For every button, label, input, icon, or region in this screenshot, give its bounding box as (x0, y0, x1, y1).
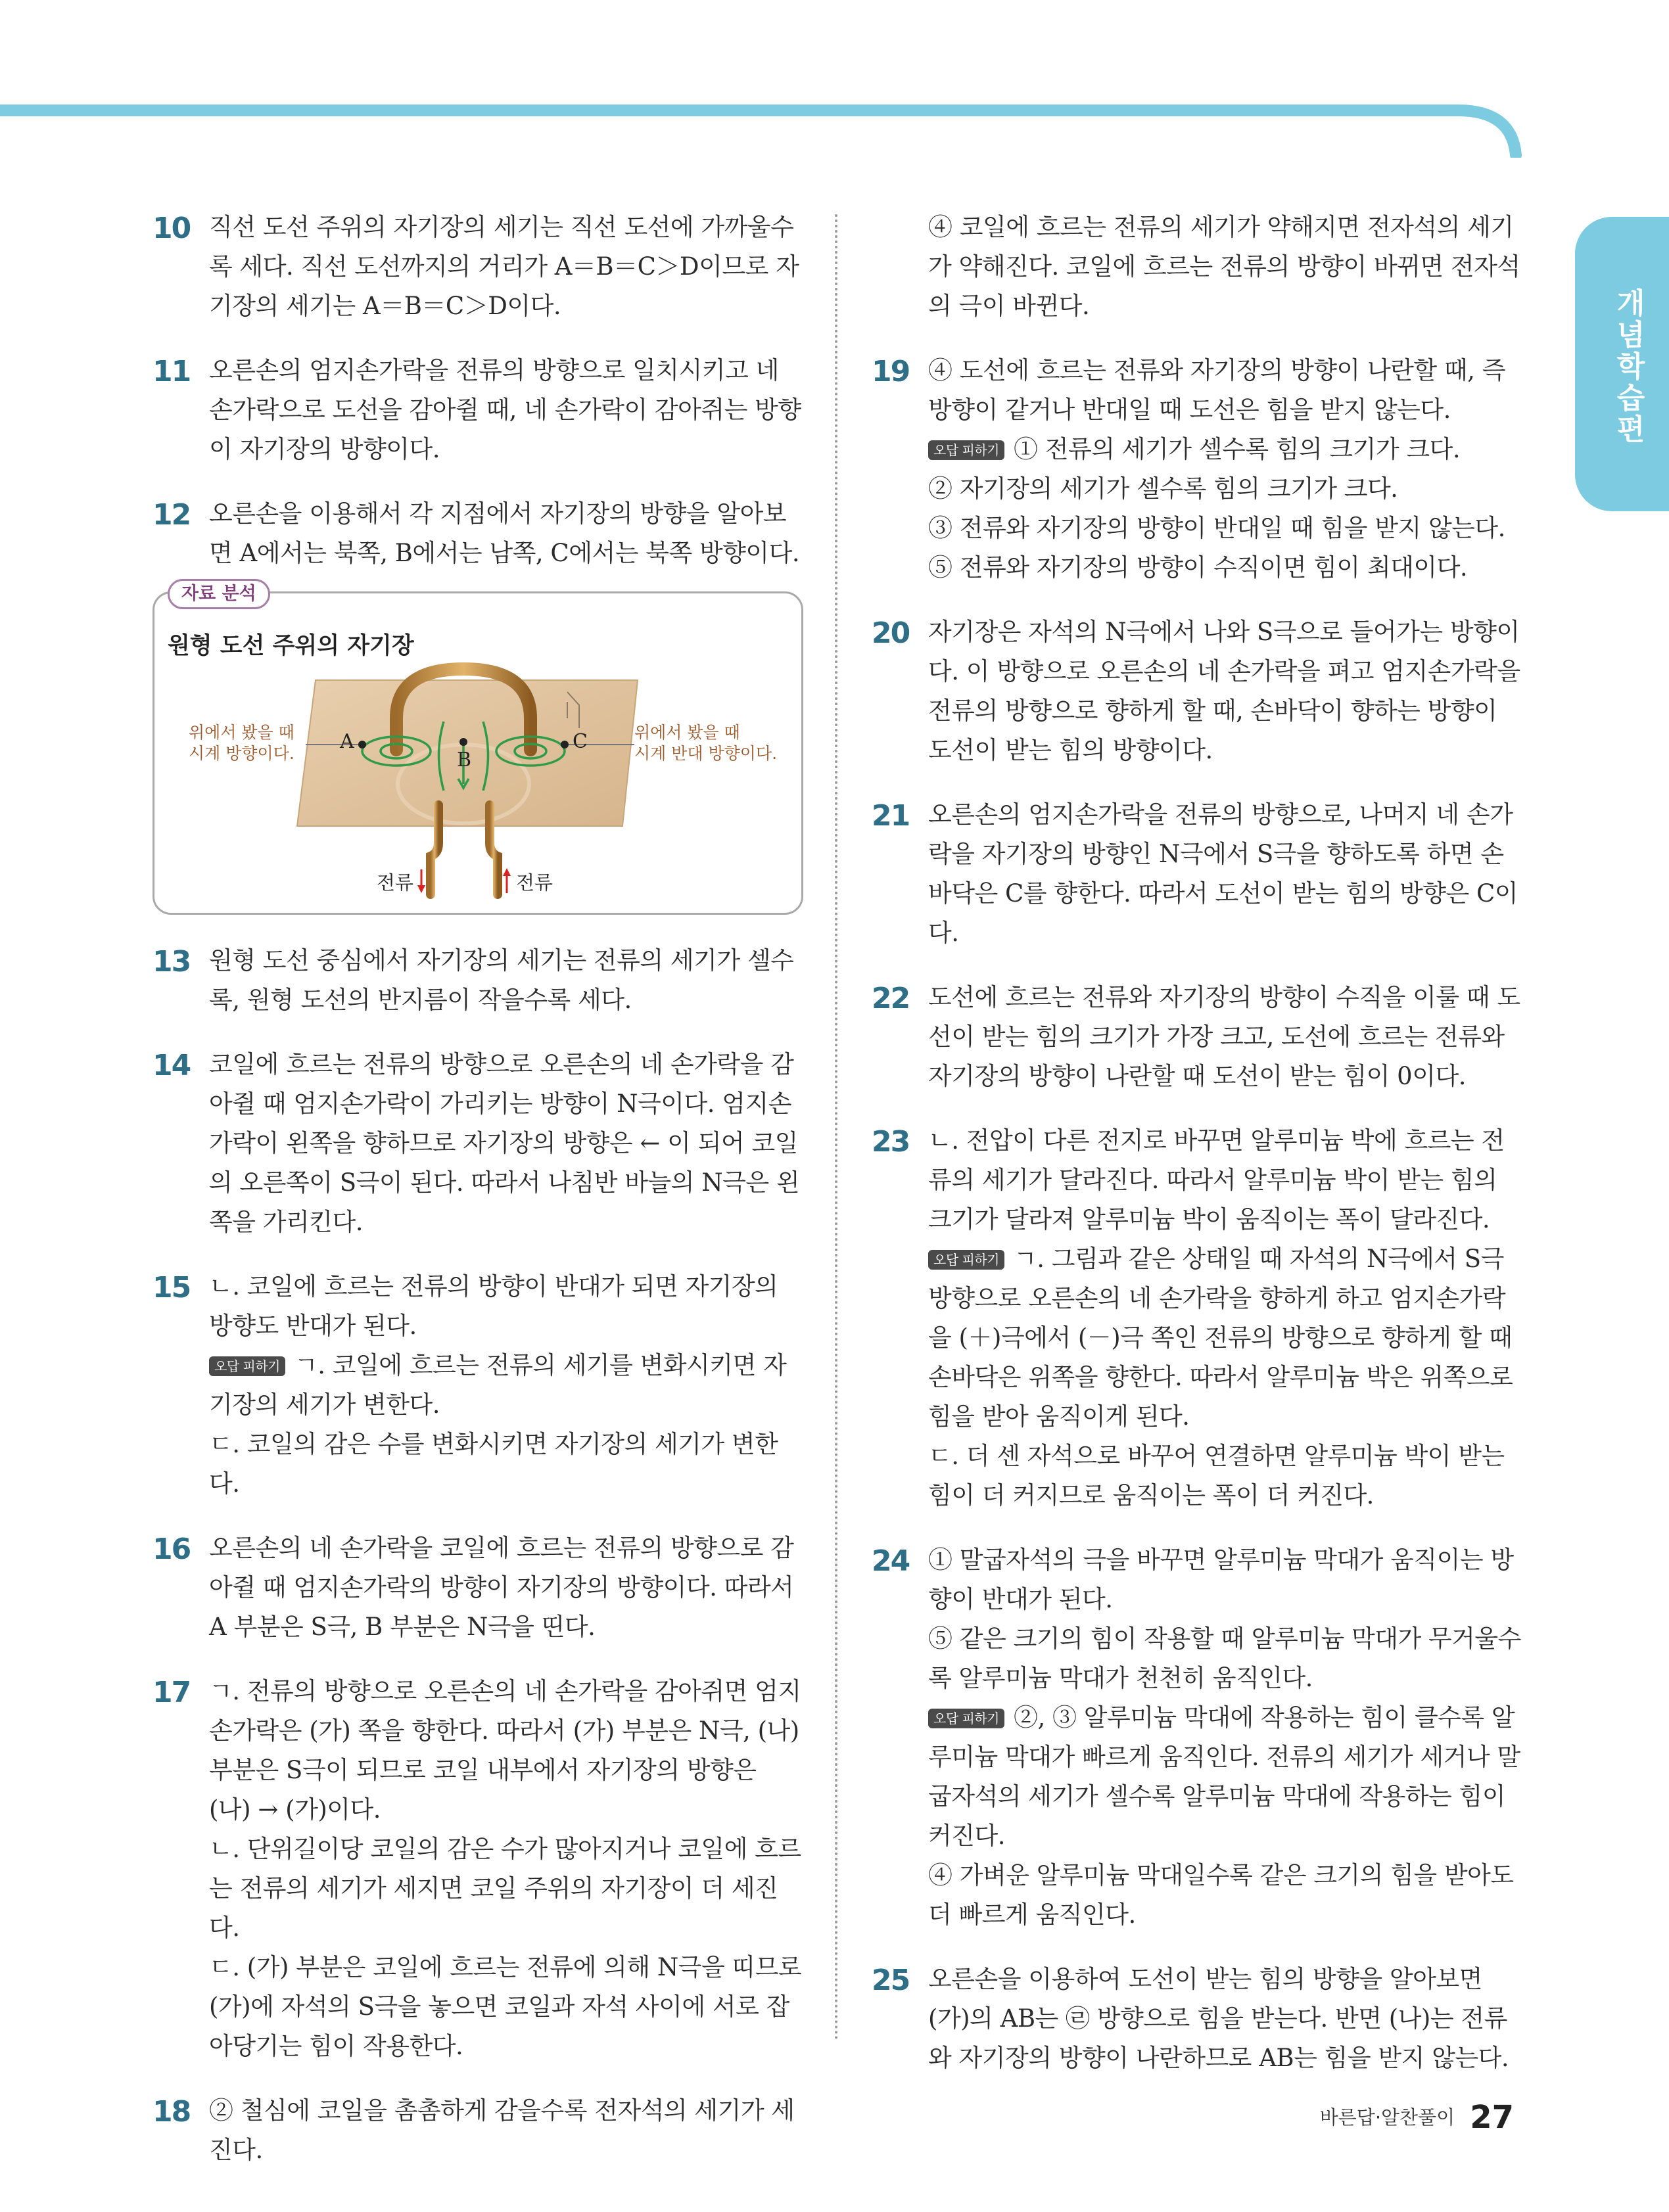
answer-item-20 (872, 612, 1522, 770)
left-column (153, 208, 803, 2170)
item-number: 18 (153, 2095, 191, 2129)
figure-title: 원형 도선 주위의 자기장 (168, 633, 414, 659)
page-footer (1320, 2099, 1514, 2136)
answer-item-18-continued (872, 208, 1522, 326)
item-number: 19 (872, 355, 910, 388)
left-caption-line: 시계 방향이다. (189, 744, 294, 763)
point-c-dot (561, 741, 569, 749)
point-b-dot (459, 738, 467, 746)
item-text: 오른손을 이용해서 각 지점에서 자기장의 방향을 알아보면 A에서는 북쪽, B에서는 남쪽, C에서는 북쪽 방향이다. (209, 499, 800, 567)
wrong-answer-tag: 오답 피하기 (209, 1356, 285, 1376)
top-decorative-bar (0, 0, 1525, 158)
item-number: 25 (872, 1964, 910, 1997)
current-label-right: 전류 (516, 871, 553, 894)
item-number: 10 (153, 212, 191, 245)
item-line: ⑤ 전류와 자기장의 방향이 수직이면 힘이 최대이다. (928, 553, 1468, 582)
left-caption (189, 722, 294, 764)
item-text: 도선에 흐르는 전류와 자기장의 방향이 수직을 이룰 때 도선이 받는 힘의 크기가 가장 크고, 도선에 흐르는 전류와 자기장의 방향이 나란할 때 도선이 받는 힘이 0이다. (928, 983, 1520, 1090)
point-b-label: B (457, 749, 472, 772)
right-caption-line: 위에서 봤을 때 (634, 723, 740, 742)
item-line: ㄷ. 더 센 자석으로 바꾸어 연결하면 알루미늄 박이 받는 힘이 더 커지므로 움직이는 폭이 더 커진다. (928, 1442, 1505, 1509)
right-caption (634, 722, 777, 764)
item-line: ㄷ. (가) 부분은 코일에 흐르는 전류에 의해 N극을 띠므로 (가)에 자석의 S극을 놓으면 코일과 자석 사이에 서로 잡아당기는 힘이 작용한다. (209, 1953, 802, 2060)
item-line: ㄴ. 코일에 흐르는 전류의 방향이 반대가 되면 자기장의 방향도 반대가 된다. (209, 1272, 778, 1340)
item-number: 15 (153, 1271, 191, 1304)
wrong-answer-tag: 오답 피하기 (928, 1250, 1004, 1270)
answer-item-13 (153, 941, 803, 1020)
item-line-text: ① 전류의 세기가 셀수록 힘의 크기가 크다. (1013, 435, 1461, 463)
answer-item-10 (153, 208, 803, 326)
item-text: 직선 도선 주위의 자기장의 세기는 직선 도선에 가까울수록 세다. 직선 도선까지의 거리가 A＝B＝C＞D이므로 자기장의 세기는 A＝B＝C＞D이다. (209, 213, 799, 320)
right-column (872, 208, 1522, 2078)
item-text: ④ 코일에 흐르는 전류의 세기가 약해지면 전자석의 세기가 약해진다. 코일에 흐르는 전류의 방향이 바뀌면 전자석의 극이 바뀐다. (928, 213, 1520, 320)
answer-item-25 (872, 1960, 1522, 2078)
answer-item-15 (153, 1267, 803, 1504)
answer-item-21 (872, 795, 1522, 953)
item-line (928, 1239, 1522, 1437)
item-text: 원형 도선 중심에서 자기장의 세기는 전류의 세기가 셀수록, 원형 도선의 반지름이 작을수록 세다. (209, 946, 794, 1014)
item-number: 21 (872, 799, 910, 833)
item-line (209, 1346, 803, 1425)
footer-title: 바른답·알찬풀이 (1319, 2106, 1455, 2129)
answer-item-24 (872, 1540, 1522, 1935)
item-number: 14 (153, 1049, 191, 1082)
point-c-label: C (573, 730, 588, 753)
item-text: 코일에 흐르는 전류의 방향으로 오른손의 네 손가락을 감아쥘 때 엄지손가락이 가리키는 방향이 N극이다. 엄지손가락이 왼쪽을 향하므로 자기장의 방향은 ← 이 되어 코일의 오른쪽이 S극이 된다. 따라서 나침반 바늘의 N극은 왼쪽을 가리킨다. (209, 1050, 800, 1236)
answer-item-14 (153, 1045, 803, 1242)
item-line: ㄴ. 단위길이당 코일의 감은 수가 많아지거나 코일에 흐르는 전류의 세기가 세지면 코일 주위의 자기장이 더 세진다. (209, 1835, 801, 1942)
item-text: 오른손의 네 손가락을 코일에 흐르는 전류의 방향으로 감아쥘 때 엄지손가락의 방향이 자기장의 방향이다. 따라서 A 부분은 S극, B 부분은 N극을 띤다. (209, 1534, 794, 1641)
item-line: ② 자기장의 세기가 셀수록 힘의 크기가 크다. (928, 474, 1398, 503)
left-caption-line: 위에서 봤을 때 (189, 723, 294, 742)
item-line: ④ 가벼운 알루미늄 막대일수록 같은 크기의 힘을 받아도 더 빠르게 움직인다. (928, 1861, 1514, 1929)
answer-item-11 (153, 351, 803, 469)
item-number: 13 (153, 945, 191, 979)
item-line-text: ②, ③ 알루미늄 막대에 작용하는 힘이 클수록 알루미늄 막대가 빠르게 움직인다. 전류의 세기가 세거나 말굽자석의 세기가 셀수록 알루미늄 막대에 작용하는 힘이 커진다. (928, 1703, 1520, 1850)
wrong-answer-tag: 오답 피하기 (928, 440, 1004, 460)
wrong-answer-tag: 오답 피하기 (928, 1709, 1004, 1728)
item-line: ⑤ 같은 크기의 힘이 작용할 때 알루미늄 막대가 무거울수록 알루미늄 막대가 천천히 움직인다. (928, 1624, 1521, 1692)
answer-item-19 (872, 351, 1522, 588)
item-number: 24 (872, 1544, 910, 1578)
item-line (928, 1698, 1522, 1856)
page-number: 27 (1470, 2099, 1514, 2136)
answer-item-23 (872, 1121, 1522, 1515)
figure-badge: 자료 분석 (168, 579, 270, 609)
item-text: 오른손의 엄지손가락을 전류의 방향으로, 나머지 네 손가락을 자기장의 방향인 N극에서 S극을 향하도록 하면 손바닥은 C를 향한다. 따라서 도선이 받는 힘의 방향은 C이다. (928, 800, 1518, 947)
answer-item-16 (153, 1529, 803, 1647)
column-divider (835, 214, 837, 2041)
item-line: ㄷ. 코일의 감은 수를 변화시키면 자기장의 세기가 변한다. (209, 1430, 778, 1498)
item-text: ② 철심에 코일을 촘촘하게 감을수록 전자석의 세기가 세진다. (209, 2096, 795, 2164)
answer-item-22 (872, 978, 1522, 1096)
item-text: 오른손의 엄지손가락을 전류의 방향으로 일치시키고 네 손가락으로 도선을 감아쥘 때, 네 손가락이 감아쥐는 방향이 자기장의 방향이다. (209, 356, 801, 463)
current-label-left: 전류 (377, 871, 414, 894)
point-a-dot (358, 741, 366, 749)
side-tab (1575, 217, 1669, 511)
item-number: 22 (872, 982, 910, 1015)
item-line: ㄴ. 전압이 다른 전지로 바꾸면 알루미늄 박에 흐르는 전류의 세기가 달라진다. 따라서 알루미늄 박이 받는 힘의 크기가 달라져 알루미늄 박이 움직이는 폭이 달라진다. (928, 1126, 1505, 1233)
item-text: 오른손을 이용하여 도선이 받는 힘의 방향을 알아보면 (가)의 AB는 ㉣ 방향으로 힘을 받는다. 반면 (나)는 전류와 자기장의 방향이 나란하므로 AB는 힘을 받지 않는다. (928, 1965, 1509, 2072)
item-line: ④ 도선에 흐르는 전류와 자기장의 방향이 나란할 때, 즉 방향이 같거나 반대일 때 도선은 힘을 받지 않는다. (928, 356, 1505, 424)
item-number: 16 (153, 1532, 191, 1566)
item-number: 11 (153, 355, 191, 388)
answer-item-17 (153, 1672, 803, 2066)
right-caption-line: 시계 반대 방향이다. (634, 744, 778, 763)
item-text: 자기장은 자석의 N극에서 나와 S극으로 들어가는 방향이다. 이 방향으로 오른손의 네 손가락을 펴고 엄지손가락을 전류의 방향으로 향하게 할 때, 손바닥이 향하는 방향이 도선이 받는 힘의 방향이다. (928, 618, 1520, 764)
side-tab-label: 개념학습편 (1611, 288, 1645, 446)
item-number: 20 (872, 616, 910, 650)
data-analysis-figure (153, 584, 803, 915)
item-number: 12 (153, 498, 191, 532)
point-a-label: A (340, 730, 354, 753)
answer-item-18 (153, 2091, 803, 2170)
item-line: ③ 전류와 자기장의 방향이 반대일 때 힘을 받지 않는다. (928, 514, 1505, 542)
item-line: ㄱ. 전류의 방향으로 오른손의 네 손가락을 감아쥐면 엄지손가락은 (가) 쪽을 향한다. 따라서 (가) 부분은 N극, (나) 부분은 S극이 되므로 코일 내부에서 자기장의 방향은 (나) → (가)이다. (209, 1677, 801, 1824)
item-line-text: ㄱ. 그림과 같은 상태일 때 자석의 N극에서 S극 방향으로 오른손의 네 손가락을 향하게 하고 엄지손가락을 (＋)극에서 (－)극 쪽인 전류의 방향으로 향하게 할 때 손바닥은 위쪽을 향한다. 따라서 알루미늄 박은 위쪽으로 힘을 받아 움직이게 된다. (928, 1245, 1513, 1431)
answer-item-12 (153, 494, 803, 573)
item-number: 23 (872, 1125, 910, 1159)
item-line-text: ㄱ. 코일에 흐르는 전류의 세기를 변화시키면 자기장의 세기가 변한다. (209, 1351, 787, 1419)
item-line (928, 430, 1522, 469)
item-number: 17 (153, 1676, 191, 1709)
item-line: ① 말굽자석의 극을 바꾸면 알루미늄 막대가 움직이는 방향이 반대가 된다. (928, 1546, 1514, 1613)
